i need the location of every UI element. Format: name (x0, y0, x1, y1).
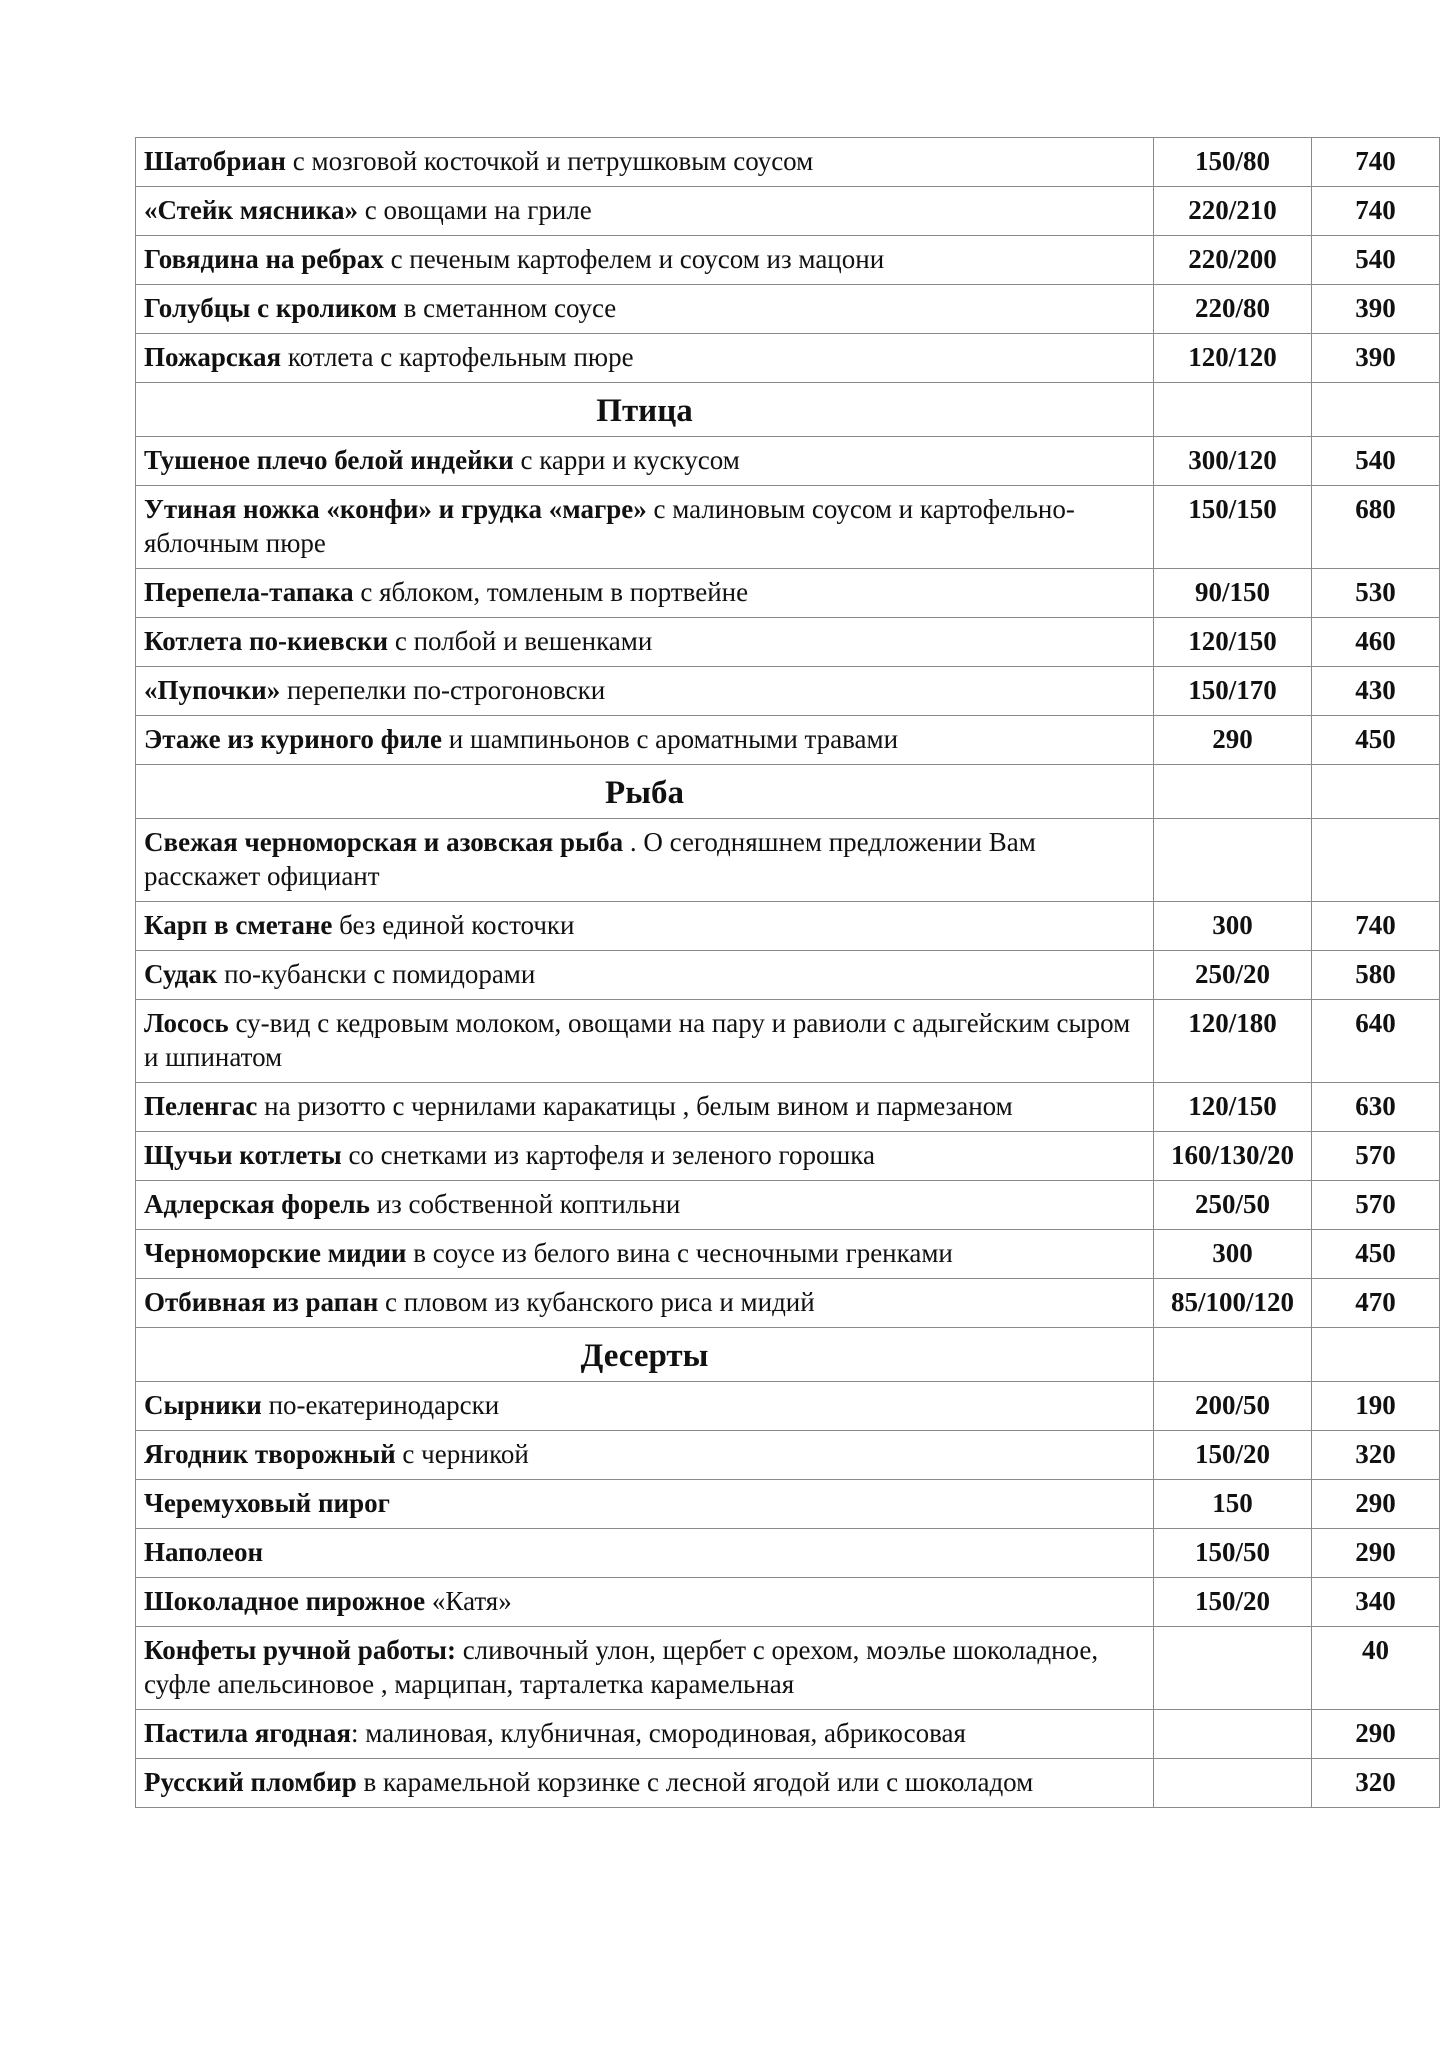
section-header-row (136, 1328, 1440, 1382)
dish-description: с яблоком, томленым в портвейне (353, 577, 749, 607)
dish-weight: 150 (1154, 1480, 1312, 1529)
menu-item-row (136, 1529, 1440, 1578)
empty-cell (1312, 1328, 1440, 1382)
dish-weight: 120/120 (1154, 334, 1312, 383)
dish-description: со снетками из картофеля и зеленого горошка (341, 1140, 875, 1170)
dish-price: 680 (1312, 486, 1440, 569)
dish-description: по-кубански с помидорами (217, 959, 536, 989)
dish-price: 450 (1312, 1230, 1440, 1279)
menu-item-row (136, 1230, 1440, 1279)
dish-name-cell (136, 1382, 1154, 1431)
dish-name-cell (136, 1181, 1154, 1230)
menu-item-row (136, 334, 1440, 383)
dish-name: Русский пломбир (144, 1767, 357, 1797)
dish-name-cell (136, 1710, 1154, 1759)
section-header-row (136, 765, 1440, 819)
dish-description: в соусе из белого вина с чесночными гренками (406, 1238, 953, 1268)
empty-cell (1312, 383, 1440, 437)
dish-name: Наполеон (144, 1537, 264, 1567)
dish-weight (1154, 819, 1312, 902)
dish-description: «Катя» (425, 1586, 512, 1616)
menu-item-row (136, 1000, 1440, 1083)
dish-description: с мозговой косточкой и петрушковым соусом (286, 146, 814, 176)
dish-weight: 120/150 (1154, 1083, 1312, 1132)
dish-description: сливочный улон, щербет с орехом, моэлье шоколадное, суфле апельсиновое , марципан, тарталетка карамельная (144, 1635, 1099, 1699)
dish-price: 290 (1312, 1480, 1440, 1529)
dish-name: Шоколадное пирожное (144, 1586, 426, 1616)
dish-name: Черемуховый пирог (144, 1488, 390, 1518)
dish-name-cell (136, 1431, 1154, 1480)
dish-weight: 150/20 (1154, 1431, 1312, 1480)
dish-name-cell (136, 1132, 1154, 1181)
dish-name: Тушеное плечо белой индейки (144, 445, 514, 475)
dish-name-cell (136, 618, 1154, 667)
section-title: Птица (136, 383, 1154, 437)
dish-description: с пловом из кубанского риса и мидий (378, 1287, 815, 1317)
menu-item-row (136, 285, 1440, 334)
dish-price: 190 (1312, 1382, 1440, 1431)
dish-weight: 250/20 (1154, 951, 1312, 1000)
dish-price: 320 (1312, 1431, 1440, 1480)
dish-name-cell (136, 902, 1154, 951)
dish-description: без единой косточки (332, 910, 575, 940)
dish-weight (1154, 1627, 1312, 1710)
dish-name: Утиная ножка «конфи» и грудка «магре» (144, 494, 647, 524)
dish-weight: 150/170 (1154, 667, 1312, 716)
menu-item-row (136, 618, 1440, 667)
dish-weight: 120/150 (1154, 618, 1312, 667)
menu-table (135, 137, 1440, 1808)
menu-item-row (136, 1578, 1440, 1627)
dish-weight: 90/150 (1154, 569, 1312, 618)
dish-description: в сметанном соусе (396, 293, 617, 323)
dish-name-cell (136, 138, 1154, 187)
dish-weight: 220/210 (1154, 187, 1312, 236)
empty-cell (1154, 765, 1312, 819)
menu-item-row (136, 437, 1440, 486)
dish-price: 290 (1312, 1710, 1440, 1759)
dish-name: Свежая черноморская и азовская рыба (144, 827, 624, 857)
dish-description: с овощами на гриле (358, 195, 592, 225)
dish-name: «Стейк мясника» (144, 195, 358, 225)
dish-price: 570 (1312, 1181, 1440, 1230)
dish-name-cell (136, 187, 1154, 236)
dish-name: Говядина на ребрах (144, 244, 384, 274)
menu-item-row (136, 1382, 1440, 1431)
dish-name-cell (136, 569, 1154, 618)
dish-description: су-вид с кедровым молоком, овощами на пару и равиоли с адыгейским сыром и шпинатом (144, 1008, 1131, 1072)
menu-item-row (136, 819, 1440, 902)
dish-price: 340 (1312, 1578, 1440, 1627)
dish-name-cell (136, 1000, 1154, 1083)
dish-description: : малиновая, клубничная, смородиновая, абрикосовая (350, 1718, 966, 1748)
dish-price: 390 (1312, 334, 1440, 383)
menu-item-row (136, 187, 1440, 236)
empty-cell (1154, 1328, 1312, 1382)
dish-price: 740 (1312, 902, 1440, 951)
dish-price: 40 (1312, 1627, 1440, 1710)
dish-weight: 250/50 (1154, 1181, 1312, 1230)
dish-name-cell (136, 1279, 1154, 1328)
dish-price: 640 (1312, 1000, 1440, 1083)
dish-weight: 300 (1154, 902, 1312, 951)
dish-price: 470 (1312, 1279, 1440, 1328)
dish-name: Черноморские мидии (144, 1238, 407, 1268)
dish-price (1312, 819, 1440, 902)
dish-name: Лосось (144, 1008, 229, 1038)
dish-price: 740 (1312, 187, 1440, 236)
dish-description: с малиновым соусом и картофельно-яблочным пюре (144, 494, 1075, 558)
menu-item-row (136, 1431, 1440, 1480)
dish-description: с карри и кускусом (513, 445, 740, 475)
dish-price: 390 (1312, 285, 1440, 334)
dish-weight (1154, 1759, 1312, 1808)
menu-item-row (136, 138, 1440, 187)
dish-name-cell (136, 236, 1154, 285)
dish-name-cell (136, 951, 1154, 1000)
dish-name-cell (136, 285, 1154, 334)
dish-name: Ягодник творожный (144, 1439, 396, 1469)
dish-price: 460 (1312, 618, 1440, 667)
dish-name: Карп в сметане (144, 910, 333, 940)
dish-name-cell (136, 1759, 1154, 1808)
dish-name-cell (136, 1578, 1154, 1627)
menu-item-row (136, 1710, 1440, 1759)
dish-description: с полбой и вешенками (388, 626, 653, 656)
dish-name: Голубцы с кроликом (144, 293, 397, 323)
dish-name-cell (136, 1083, 1154, 1132)
dish-name: Щучьи котлеты (144, 1140, 342, 1170)
menu-item-row (136, 236, 1440, 285)
dish-name-cell (136, 667, 1154, 716)
dish-weight: 220/200 (1154, 236, 1312, 285)
section-title: Рыба (136, 765, 1154, 819)
dish-price: 630 (1312, 1083, 1440, 1132)
dish-name: Пастила ягодная (144, 1718, 351, 1748)
dish-description: котлета с картофельным пюре (281, 342, 634, 372)
section-header-row (136, 383, 1440, 437)
dish-name-cell (136, 334, 1154, 383)
dish-description: в карамельной корзинке с лесной ягодой или с шоколадом (356, 1767, 1034, 1797)
menu-item-row (136, 1132, 1440, 1181)
dish-name: Шатобриан (144, 146, 286, 176)
menu-item-row (136, 1181, 1440, 1230)
dish-weight: 150/150 (1154, 486, 1312, 569)
dish-name-cell (136, 1480, 1154, 1529)
dish-name: Этаже из куриного филе (144, 724, 443, 754)
dish-weight: 200/50 (1154, 1382, 1312, 1431)
dish-name-cell (136, 1230, 1154, 1279)
dish-price: 430 (1312, 667, 1440, 716)
dish-name-cell (136, 1529, 1154, 1578)
dish-description: перепелки по-строгоновски (280, 675, 606, 705)
menu-item-row (136, 716, 1440, 765)
menu-item-row (136, 486, 1440, 569)
menu-item-row (136, 1627, 1440, 1710)
dish-weight: 300/120 (1154, 437, 1312, 486)
menu-item-row (136, 667, 1440, 716)
dish-price: 320 (1312, 1759, 1440, 1808)
dish-price: 570 (1312, 1132, 1440, 1181)
empty-cell (1312, 765, 1440, 819)
dish-name: Пеленгас (144, 1091, 258, 1121)
dish-weight: 290 (1154, 716, 1312, 765)
dish-price: 740 (1312, 138, 1440, 187)
menu-item-row (136, 1279, 1440, 1328)
dish-weight: 160/130/20 (1154, 1132, 1312, 1181)
dish-weight: 85/100/120 (1154, 1279, 1312, 1328)
dish-name: Судак (144, 959, 218, 989)
dish-name-cell (136, 819, 1154, 902)
menu-item-row (136, 1480, 1440, 1529)
dish-price: 530 (1312, 569, 1440, 618)
dish-weight: 150/50 (1154, 1529, 1312, 1578)
dish-name-cell (136, 1627, 1154, 1710)
dish-name-cell (136, 716, 1154, 765)
dish-name-cell (136, 486, 1154, 569)
dish-weight: 220/80 (1154, 285, 1312, 334)
menu-item-row (136, 951, 1440, 1000)
dish-price: 540 (1312, 236, 1440, 285)
dish-price: 290 (1312, 1529, 1440, 1578)
dish-name-cell (136, 437, 1154, 486)
dish-description: по-екатеринодарски (261, 1390, 500, 1420)
menu-item-row (136, 569, 1440, 618)
dish-description: с черникой (395, 1439, 529, 1469)
menu-item-row (136, 902, 1440, 951)
dish-name: Конфеты ручной работы: (144, 1635, 456, 1665)
dish-name: «Пупочки» (144, 675, 281, 705)
dish-name: Отбивная из рапан (144, 1287, 379, 1317)
dish-price: 450 (1312, 716, 1440, 765)
dish-weight (1154, 1710, 1312, 1759)
dish-name: Сырники (144, 1390, 262, 1420)
dish-name: Адлерская форель (144, 1189, 370, 1219)
dish-description: с печеным картофелем и соусом из мацони (383, 244, 885, 274)
dish-weight: 150/20 (1154, 1578, 1312, 1627)
menu-item-row (136, 1759, 1440, 1808)
section-title: Десерты (136, 1328, 1154, 1382)
dish-weight: 120/180 (1154, 1000, 1312, 1083)
empty-cell (1154, 383, 1312, 437)
menu-item-row (136, 1083, 1440, 1132)
dish-name: Перепела-тапака (144, 577, 354, 607)
dish-name: Котлета по-киевски (144, 626, 389, 656)
dish-price: 540 (1312, 437, 1440, 486)
dish-weight: 300 (1154, 1230, 1312, 1279)
dish-weight: 150/80 (1154, 138, 1312, 187)
dish-description: и шампиньонов с ароматными травами (442, 724, 899, 754)
dish-description: из собственной коптильни (369, 1189, 681, 1219)
dish-description: на ризотто с чернилами каракатицы , белым вином и пармезаном (257, 1091, 1013, 1121)
dish-price: 580 (1312, 951, 1440, 1000)
dish-description: . О сегодняшнем предложении Вам расскажет официант (144, 827, 1036, 891)
dish-name: Пожарская (144, 342, 282, 372)
